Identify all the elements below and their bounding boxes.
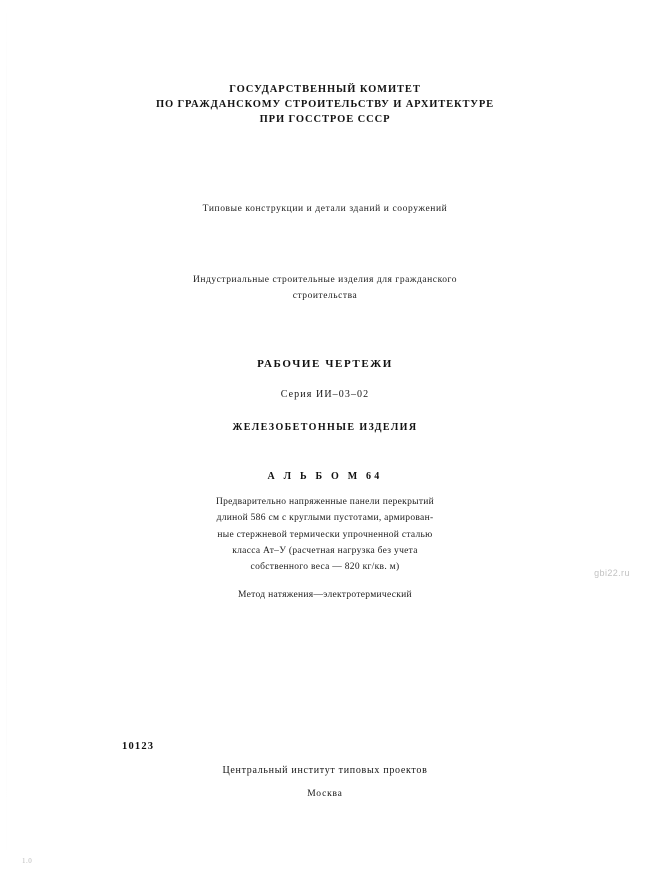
organization-line-2: ПО ГРАЖДАНСКОМУ СТРОИТЕЛЬСТВУ И АРХИТЕКТУРЕ (156, 99, 494, 111)
album-description (0, 494, 650, 576)
watermark: gbi22.ru (594, 568, 630, 578)
album-title: А Л Ь Б О М 64 (267, 470, 383, 482)
industrial-line-1: Индустриальные строительные изделия для гражданского (192, 274, 458, 285)
industrial-line-2: строительства (292, 290, 358, 301)
series-description: Типовые конструкции и детали зданий и сооружений (202, 203, 448, 214)
publisher-name: Центральный институт типовых проектов (222, 765, 428, 776)
album-description-line-1: Предварительно напряженные панели перекрытий (215, 496, 435, 507)
album-description-line-3: ные стержневой термически упрочненной сталью (217, 529, 433, 540)
publication-city: Москва (307, 789, 343, 799)
organization-line-3: ПРИ ГОССТРОЕ СССР (259, 114, 391, 126)
album-description-line-4: класса Ат–У (расчетная нагрузка без учета (232, 545, 418, 556)
series-number: Серия ИИ–03–02 (280, 388, 370, 400)
tensioning-method: Метод натяжения—электротермический (238, 589, 412, 600)
scan-corner-mark: 1.0 (22, 857, 33, 865)
document-code-number: 10123 (122, 741, 155, 752)
organization-heading (0, 82, 650, 128)
reinforced-concrete-products-title: ЖЕЛЕЗОБЕТОННЫЕ ИЗДЕЛИЯ (232, 421, 418, 433)
industrial-products-subtitle (0, 272, 650, 304)
album-description-line-2: длиной 586 см с круглыми пустотами, армирован- (216, 513, 434, 524)
working-drawings-title: РАБОЧИЕ ЧЕРТЕЖИ (257, 357, 393, 370)
organization-line-1: ГОСУДАРСТВЕННЫЙ КОМИТЕТ (229, 84, 421, 95)
album-description-line-5: собственного веса — 820 кг/кв. м) (250, 562, 400, 573)
